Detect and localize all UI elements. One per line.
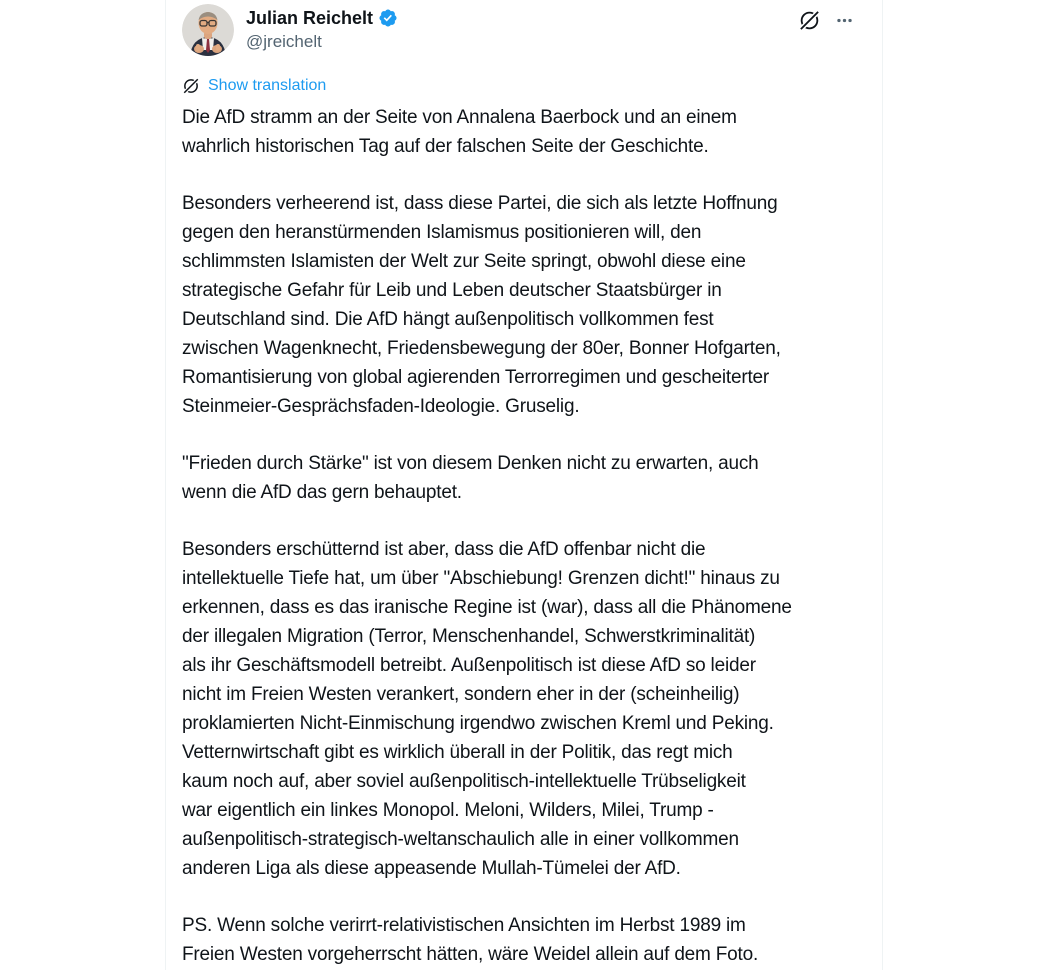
- tweet: [182, 4, 866, 969]
- tweet-paragraph: Besonders erschütternd ist aber, dass die AfD offenbar nicht die intellektuelle Tiefe hat, um über "Abschiebung! Grenzen dicht!" hinaus zu erkennen, dass es das iranische Regine ist (war), dass all die Phänomene der illegalen Migration (Terror, Menschenhandel, Schwerstkriminalität) als ihr Geschäftsmodell betreibt. Außenpolitisch ist diese AfD so leider nicht im Freien Westen verankert, sondern eher in der (scheinheilig) proklamierten Nicht-Einmischung irgendwo zwischen Kreml und Peking. Vetternwirtschaft gibt es wirklich überall in der Politik, das regt mich kaum noch auf, aber soviel außenpolitisch-intellektuelle Trübseligkeit war eigentlich ein linkes Monopol. Meloni, Wilders, Milei, Trump - außenpolitisch-strategisch-weltanschaulich alle in einer vollkommen anderen Liga als diese appeasende Mullah-Tümelei der AfD.: [182, 539, 792, 879]
- avatar-image: [182, 4, 234, 56]
- tweet-header: [182, 4, 866, 56]
- tweet-paragraph: Besonders verheerend ist, dass diese Partei, die sich als letzte Hoffnung gegen den heranstürmenden Islamismus positionieren will, den schlimmsten Islamisten der Welt zur Seite springt, obwohl diese eine strategische Gefahr für Leib und Leben deutscher Staatsbürger in Deutschland sind. Die AfD hängt außenpolitisch vollkommen fest zwischen Wagenknecht, Friedensbewegung der 80er, Bonner Hofgarten, Romantisierung von global agierenden Terrorregimen und gescheiterter Steinmeier-Gesprächsfaden-Ideologie. Gruselig.: [182, 193, 781, 417]
- more-button[interactable]: [835, 11, 854, 30]
- author-block: [246, 4, 398, 52]
- show-translation-label: Show translation: [208, 77, 327, 94]
- tweet-text: [182, 103, 866, 969]
- tweet-column: [165, 0, 883, 970]
- author-name[interactable]: Julian Reichelt: [246, 8, 374, 28]
- tweet-paragraph: PS. Wenn solche verirrt-relativistischen Ansichten im Herbst 1989 im Freien Westen vorgeherrscht hätten, wäre Weidel allein auf dem Foto.: [182, 915, 759, 965]
- tweet-paragraph: "Frieden durch Stärke" ist von diesem Denken nicht zu erwarten, auch wenn die AfD das gern behauptet.: [182, 453, 759, 503]
- grok-icon: [798, 9, 821, 32]
- tweet-paragraph: Die AfD stramm an der Seite von Annalena Baerbock und an einem wahrlich historischen Tag auf der falschen Seite der Geschichte.: [182, 107, 737, 157]
- author-handle[interactable]: @jreichelt: [246, 32, 322, 51]
- grok-translate-icon: [182, 77, 200, 95]
- header-actions: [798, 9, 854, 32]
- verified-badge-icon: [378, 8, 398, 28]
- grok-button[interactable]: [798, 9, 821, 32]
- more-ellipsis-icon: [835, 11, 854, 30]
- show-translation-button[interactable]: [182, 76, 326, 96]
- avatar[interactable]: [182, 4, 234, 56]
